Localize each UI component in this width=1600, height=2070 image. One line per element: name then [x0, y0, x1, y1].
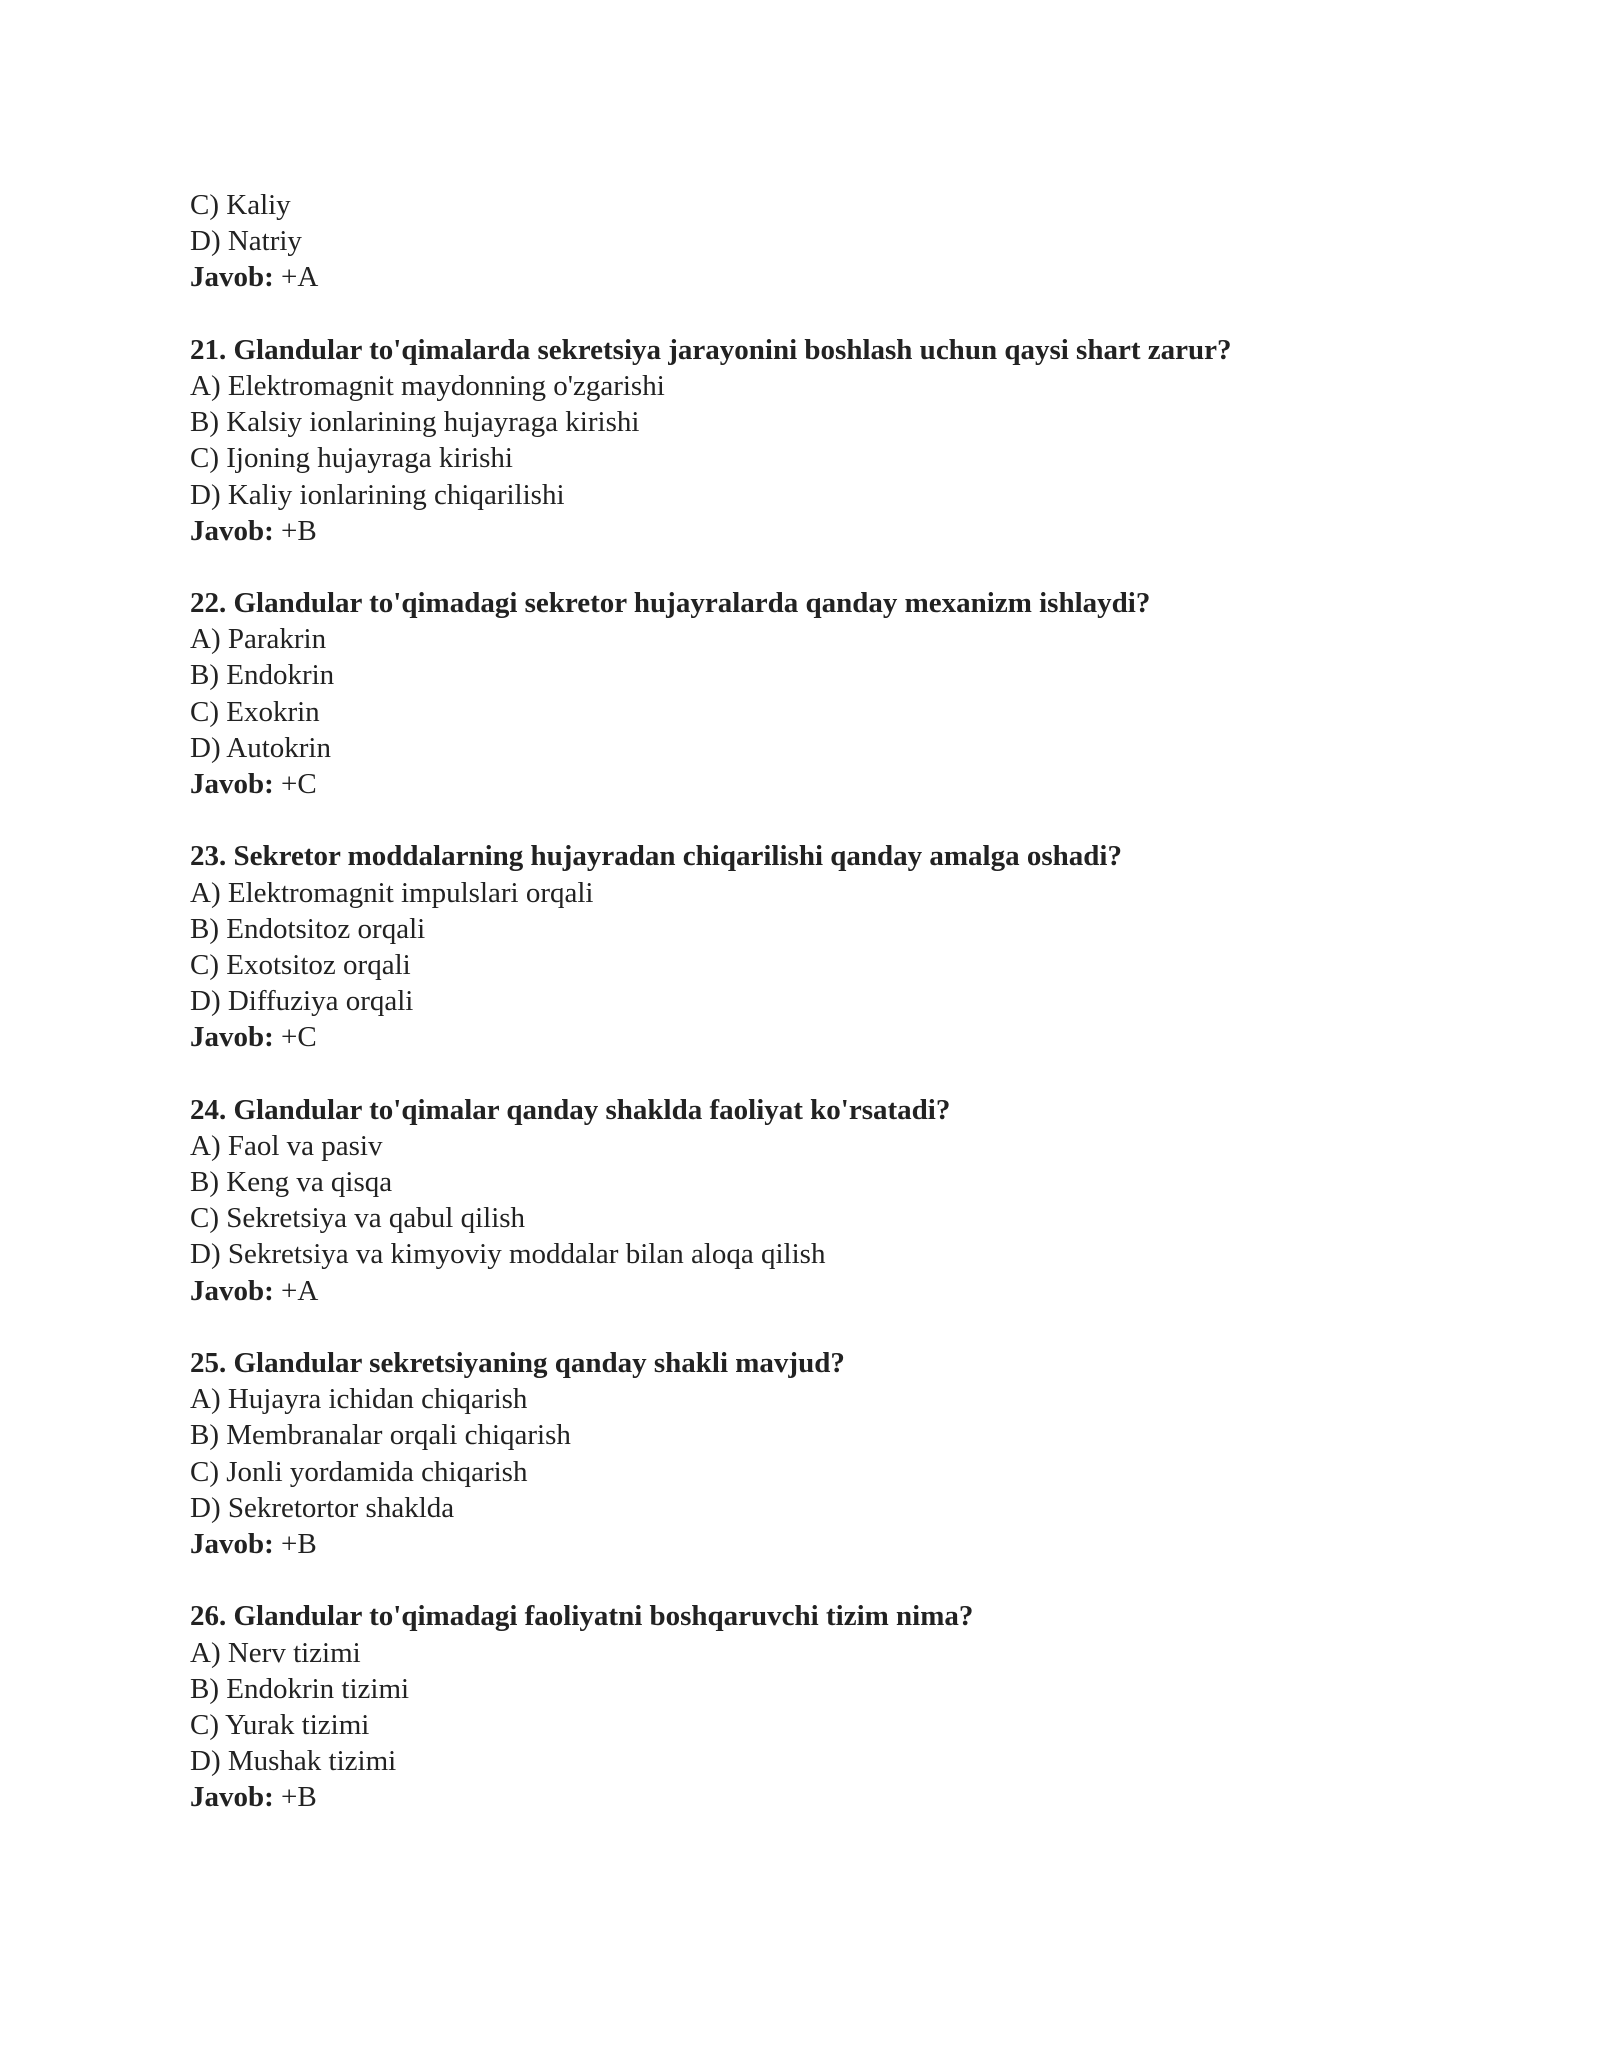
answer-value: +B [273, 1781, 317, 1814]
answer-line [190, 1273, 1450, 1309]
option-c: C) Kaliy [190, 189, 291, 221]
answer-label: Javob: [190, 1021, 274, 1054]
option-d: D) Sekretortor shaklda [190, 1491, 455, 1524]
answer-value: +C [273, 1021, 317, 1054]
question-title: 26. Glandular to'qimadagi faoliyatni boshqaruvchi tizim nima? [190, 1600, 974, 1633]
option-d: D) Autokrin [190, 731, 331, 764]
option-b: B) Endokrin tizimi [190, 1672, 410, 1705]
option-c: C) Yurak tizimi [190, 1708, 370, 1741]
question-title: 25. Glandular sekretsiyaning qanday shakli mavjud? [190, 1347, 845, 1379]
question-23 [190, 838, 1450, 1055]
question-25 [190, 1345, 1450, 1562]
spacer [190, 1309, 1450, 1345]
answer-value: +A [273, 261, 319, 294]
question-21 [190, 332, 1450, 549]
answer-value: +C [273, 768, 317, 800]
option-c: C) Ijoning hujayraga kirishi [190, 442, 513, 475]
spacer [190, 1562, 1450, 1598]
question-title: 21. Glandular to'qimalarda sekretsiya jarayonini boshlash uchun qaysi shart zarur? [190, 333, 1232, 366]
question-26 [190, 1598, 1450, 1815]
option-a: A) Parakrin [190, 623, 327, 656]
answer-line [190, 259, 1450, 295]
answer-label: Javob: [190, 514, 274, 547]
spacer [190, 296, 1450, 332]
option-b: B) Kalsiy ionlarining hujayraga kirishi [190, 406, 640, 439]
option-d: D) Mushak tizimi [190, 1745, 397, 1778]
answer-label: Javob: [190, 1527, 274, 1560]
answer-line [190, 1526, 1450, 1562]
answer-line [190, 513, 1450, 549]
option-d: D) Natriy [190, 225, 302, 258]
carryover-block [190, 187, 1450, 296]
spacer [190, 802, 1450, 838]
option-c: C) Jonli yordamida chiqarish [190, 1455, 528, 1488]
option-a: A) Faol va pasiv [190, 1129, 383, 1162]
option-a: A) Elektromagnit impulslari orqali [190, 876, 594, 909]
spacer [190, 549, 1450, 585]
spacer [190, 1056, 1450, 1092]
option-a: A) Hujayra ichidan chiqarish [190, 1383, 528, 1416]
option-a: A) Elektromagnit maydonning o'zgarishi [190, 369, 665, 402]
option-b: B) Endokrin [190, 659, 335, 692]
question-24 [190, 1092, 1450, 1309]
question-title: 23. Sekretor moddalarning hujayradan chiqarilishi qanday amalga oshadi? [190, 840, 1122, 873]
option-c: C) Exokrin [190, 695, 320, 728]
answer-line [190, 1019, 1450, 1055]
answer-label: Javob: [190, 1781, 274, 1814]
question-22 [190, 585, 1450, 802]
answer-line [190, 766, 1450, 802]
option-c: C) Exotsitoz orqali [190, 948, 411, 981]
option-d: D) Diffuziya orqali [190, 985, 414, 1018]
answer-value: +B [273, 514, 317, 547]
option-d: D) Sekretsiya va kimyoviy moddalar bilan aloqa qilish [190, 1238, 826, 1271]
option-b: B) Endotsitoz orqali [190, 912, 426, 945]
answer-label: Javob: [190, 1274, 274, 1307]
answer-line [190, 1779, 1450, 1815]
option-a: A) Nerv tizimi [190, 1636, 361, 1669]
option-d: D) Kaliy ionlarining chiqarilishi [190, 478, 565, 511]
question-title: 22. Glandular to'qimadagi sekretor hujayralarda qanday mexanizm ishlaydi? [190, 587, 1151, 620]
answer-label: Javob: [190, 768, 274, 800]
answer-value: +A [273, 1274, 319, 1307]
answer-value: +B [273, 1527, 317, 1560]
option-b: B) Keng va qisqa [190, 1166, 393, 1199]
option-c: C) Sekretsiya va qabul qilish [190, 1202, 526, 1235]
document-page [190, 187, 1450, 1815]
question-title: 24. Glandular to'qimalar qanday shaklda faoliyat ko'rsatadi? [190, 1093, 951, 1126]
answer-label: Javob: [190, 261, 274, 294]
option-b: B) Membranalar orqali chiqarish [190, 1419, 571, 1452]
